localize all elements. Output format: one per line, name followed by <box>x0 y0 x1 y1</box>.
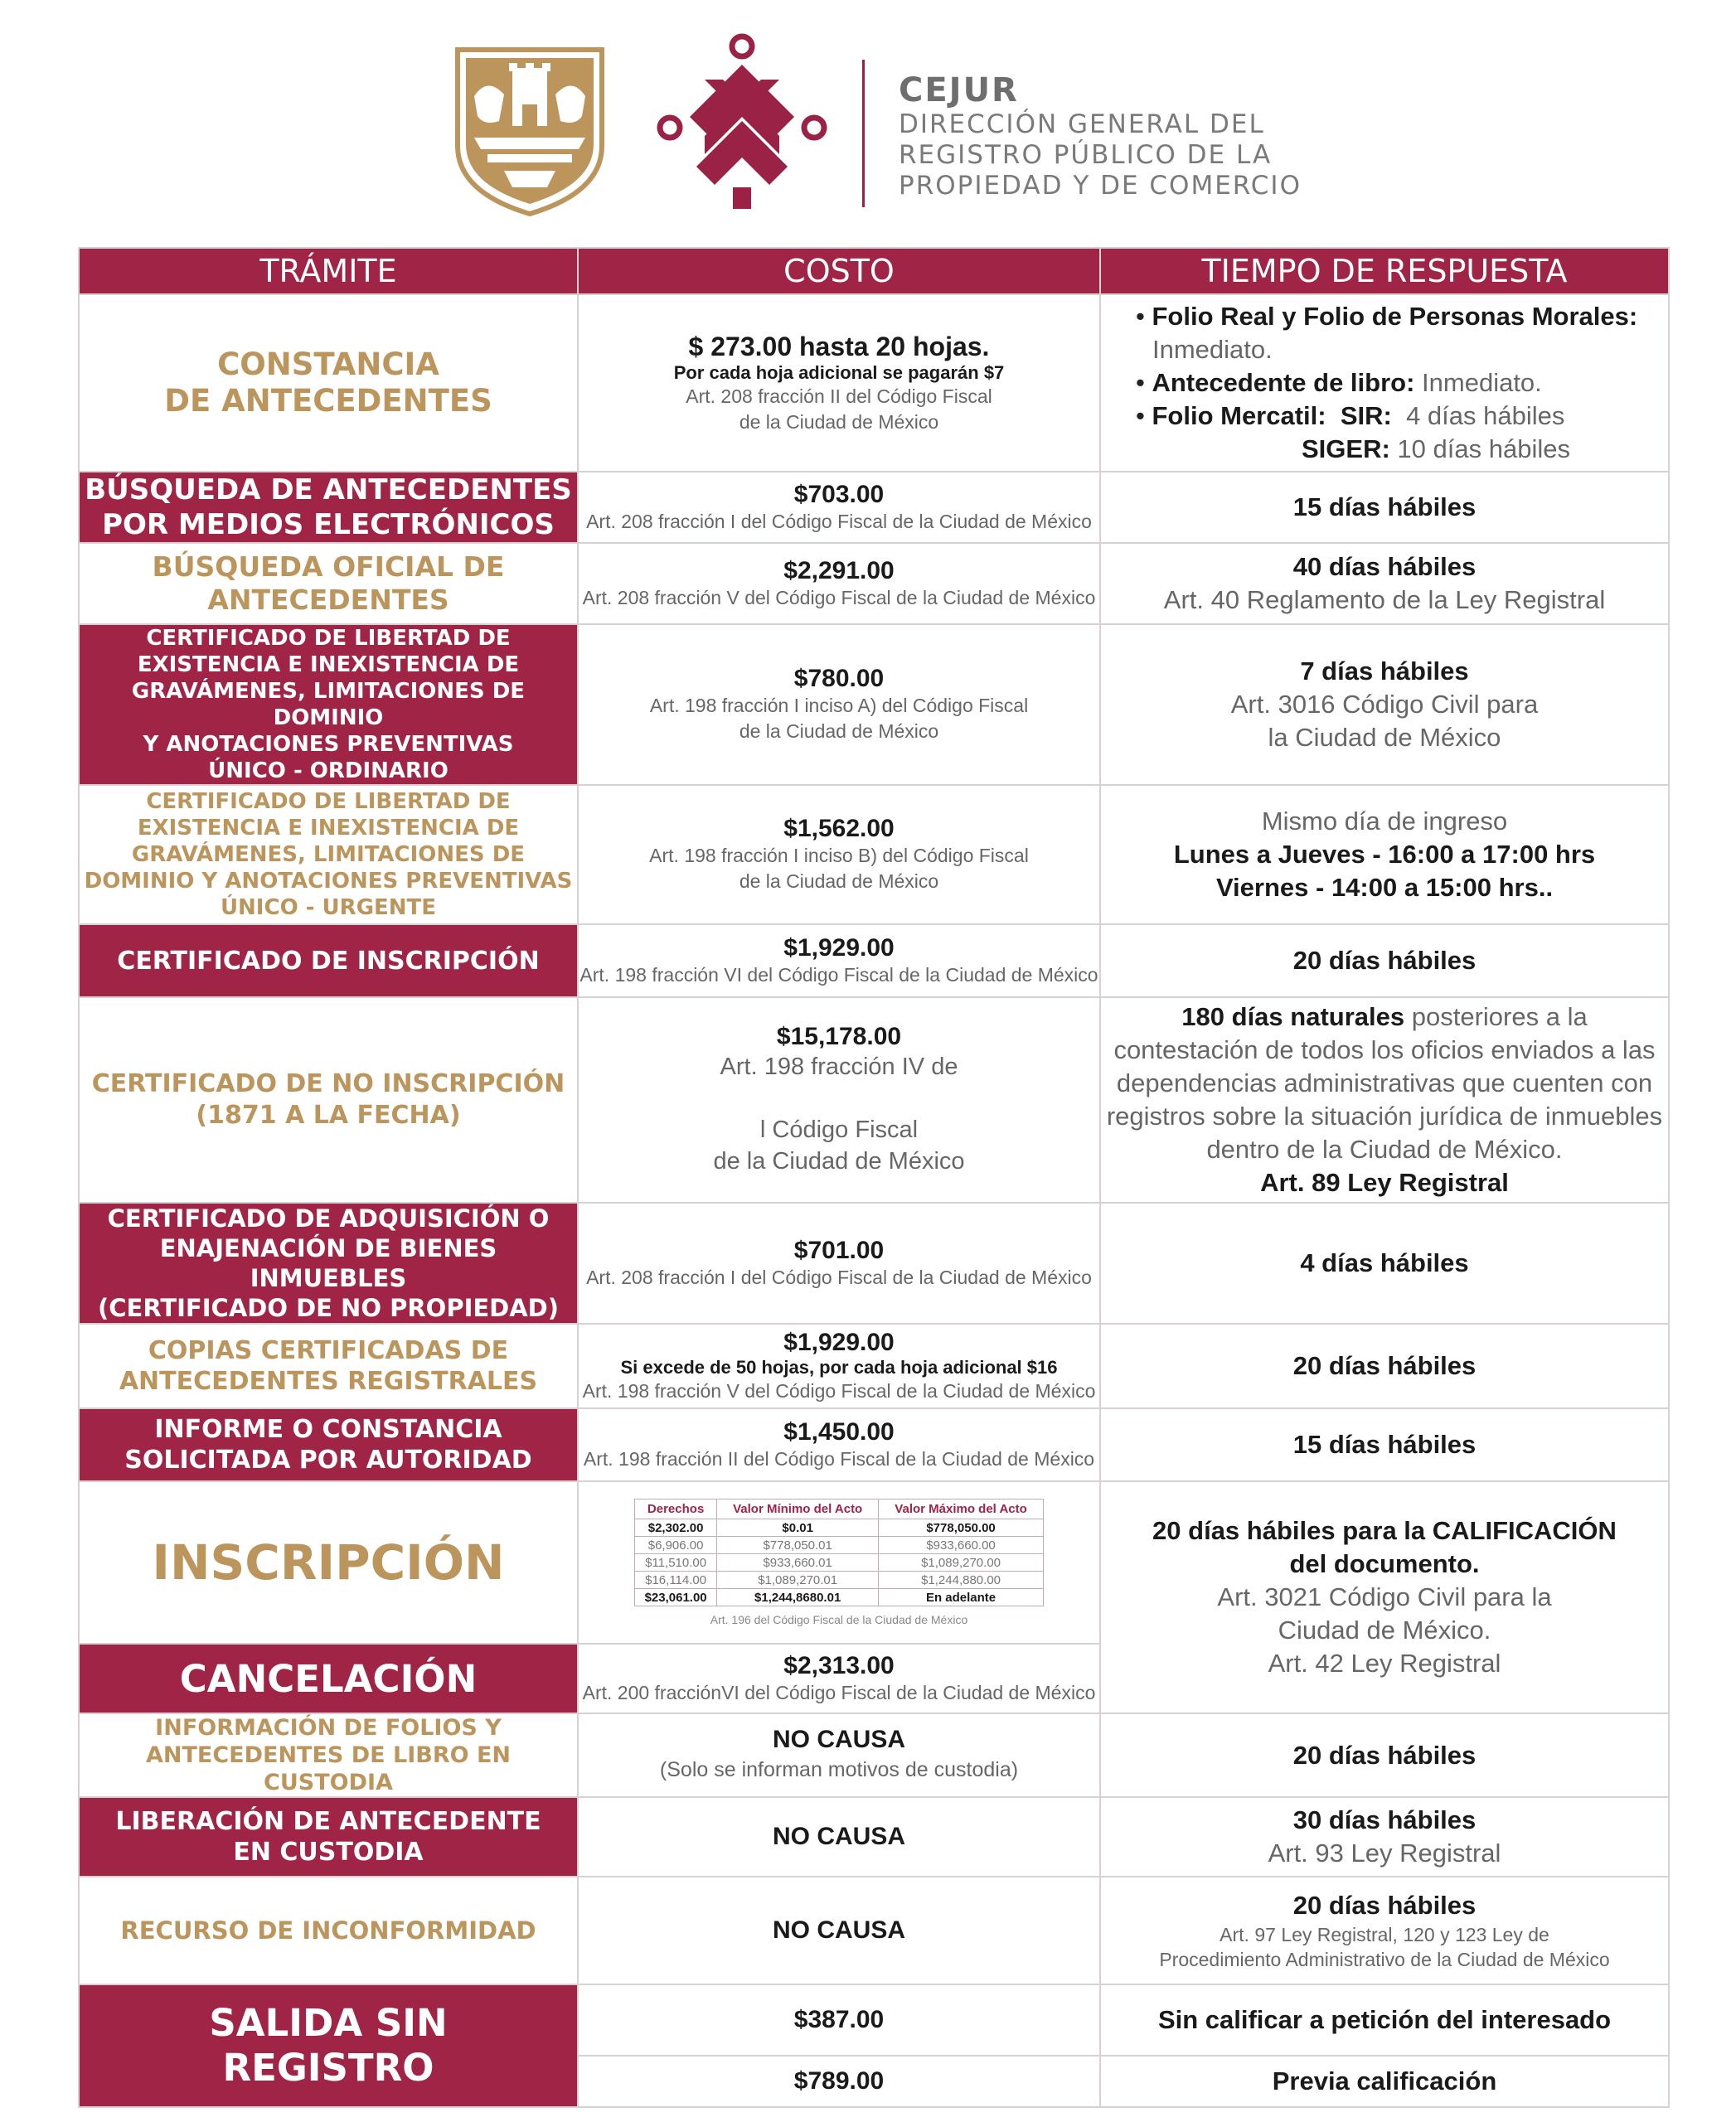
law-ref: de la Ciudad de México <box>739 870 939 892</box>
response-cell <box>1100 543 1669 624</box>
response-text: Art. 3016 Código Civil para <box>1230 690 1539 719</box>
tramite-cell: COPIAS CERTIFICADAS DE ANTECEDENTES REGISTRALES <box>79 1324 578 1408</box>
mini-header: Valor Máximo del Acto <box>879 1499 1044 1519</box>
price: NO CAUSA <box>772 1823 905 1850</box>
response-text: registros sobre la situación jurídica de inmuebles <box>1106 1102 1663 1131</box>
mini-row: $23,061.00 $1,244,8680.01 En adelante <box>635 1589 1044 1606</box>
tramite-cell: CERTIFICADO DE LIBERTAD DE EXISTENCIA E INEXISTENCIA DE GRAVÁMENES, LIMITACIONES DE DOMINIO Y ANOTACIONES PREVENTIVAS ÚNICO - URGENTE <box>79 785 578 924</box>
price: $ 273.00 hasta 20 hojas. <box>688 331 990 361</box>
cdmx-logo-icon <box>655 30 829 212</box>
response-text: Mismo día de ingreso <box>1261 807 1508 836</box>
table-row <box>79 785 1669 924</box>
response-cell <box>1100 1481 1669 1713</box>
tramite-cell: CERTIFICADO DE LIBERTAD DE EXISTENCIA E INEXISTENCIA DE GRAVÁMENES, LIMITACIONES DE DOMINIO Y ANOTACIONES PREVENTIVAS ÚNICO - ORDINARIO <box>79 624 578 785</box>
cost-cell <box>578 1203 1100 1324</box>
tramite-cell: INFORMACIÓN DE FOLIOS Y ANTECEDENTES DE LIBRO EN CUSTODIA <box>79 1713 578 1797</box>
response-text: 4 días hábiles <box>1300 1248 1469 1277</box>
tramite-cell: BÚSQUEDA OFICIAL DE ANTECEDENTES <box>79 543 578 624</box>
law-ref: de la Ciudad de México <box>739 410 939 433</box>
law-ref: Art. 208 fracción II del Código Fiscal <box>686 385 992 407</box>
law-ref: Art. 198 fracción I inciso B) del Código Fiscal <box>649 845 1029 866</box>
mini-caption: Art. 196 del Código Fiscal de la Ciudad de México <box>710 1613 968 1626</box>
tramite-cell: CANCELACIÓN <box>79 1644 578 1713</box>
price: NO CAUSA <box>772 1725 905 1753</box>
price: $703.00 <box>793 480 885 508</box>
table-row <box>79 1408 1669 1481</box>
law-ref: l Código Fiscal <box>759 1117 919 1143</box>
tramite-cell: RECURSO DE INCONFORMIDAD <box>79 1877 578 1984</box>
response-text: 20 días hábiles <box>1292 946 1477 975</box>
org-line-3: PROPIEDAD Y DE COMERCIO <box>899 171 1302 201</box>
response-text: Ciudad de México. <box>1278 1616 1491 1645</box>
table-row <box>79 1984 1669 2056</box>
response-bullet: • Folio Real y Folio de Personas Morales: <box>1136 302 1638 331</box>
law-ref: Art. 208 fracción V del Código Fiscal de la Ciudad de México <box>582 586 1096 608</box>
response-text: Inmediato. <box>1152 335 1273 364</box>
tramite-cell: CERTIFICADO DE INSCRIPCIÓN <box>79 924 578 997</box>
header-tiempo: TIEMPO DE RESPUESTA <box>1100 248 1669 294</box>
response-text: 7 días hábiles <box>1300 656 1469 686</box>
response-text: 20 días hábiles <box>1292 1891 1477 1920</box>
cost-cell <box>578 1877 1100 1984</box>
response-text: Art. 40 Reglamento de la Ley Registral <box>1163 585 1606 614</box>
law-ref: Art. 198 fracción V del Código Fiscal de la Ciudad de México <box>582 1379 1096 1402</box>
cost-note: Por cada hoja adicional se pagarán $7 <box>673 361 1005 383</box>
response-text: Procedimiento Administrativo de la Ciudad de México <box>1159 1949 1610 1970</box>
mini-row: $16,114.00 $1,089,270.01 $1,244,880.00 <box>635 1572 1044 1589</box>
org-line-1: DIRECCIÓN GENERAL DEL <box>899 109 1265 139</box>
mini-header: Valor Mínimo del Acto <box>717 1499 879 1519</box>
cost-cell <box>578 1408 1100 1481</box>
mini-row: $11,510.00 $933,660.01 $1,089,270.00 <box>635 1554 1044 1572</box>
law-ref: Art. 198 fracción I inciso A) del Código Fiscal <box>649 695 1029 716</box>
header <box>0 0 1736 240</box>
tramite-cell: LIBERACIÓN DE ANTECEDENTE EN CUSTODIA <box>79 1797 578 1877</box>
org-name <box>899 71 1302 201</box>
response-cell <box>1100 472 1669 543</box>
cost-cell <box>578 294 1100 472</box>
response-text: la Ciudad de México <box>1268 723 1501 752</box>
cost-cell <box>578 2056 1100 2107</box>
response-cell <box>1100 1324 1669 1408</box>
response-text: 180 días naturales posteriores a la <box>1181 1002 1588 1031</box>
cost-cell <box>578 1481 1100 1644</box>
table-header-row <box>79 248 1669 294</box>
cost-cell <box>578 1644 1100 1713</box>
table-row <box>79 1203 1669 1324</box>
response-cell <box>1100 624 1669 785</box>
mini-row: $2,302.00 $0.01 $778,050.00 <box>635 1519 1044 1537</box>
response-cell <box>1100 1713 1669 1797</box>
response-text: SIGER: 10 días hábiles <box>1302 434 1570 463</box>
response-text: Viernes - 14:00 a 15:00 hrs.. <box>1215 873 1554 902</box>
fees-table <box>78 247 1670 2108</box>
header-divider <box>862 60 865 207</box>
table-row <box>79 543 1669 624</box>
tramite-cell: INSCRIPCIÓN <box>79 1481 578 1644</box>
cost-cell <box>578 1984 1100 2056</box>
response-text: Art. 42 Ley Registral <box>1268 1649 1501 1678</box>
law-ref: Art. 198 fracción VI del Código Fiscal de la Ciudad de México <box>579 963 1098 986</box>
price: $387.00 <box>793 2006 885 2033</box>
response-text: 15 días hábiles <box>1292 1430 1477 1459</box>
response-cell <box>1100 1984 1669 2056</box>
response-text: 20 días hábiles <box>1292 1351 1477 1380</box>
response-cell <box>1100 997 1669 1203</box>
header-costo: COSTO <box>578 248 1100 294</box>
cost-cell <box>578 472 1100 543</box>
cdmx-shield-icon <box>454 46 605 217</box>
response-cell <box>1100 1408 1669 1481</box>
cost-cell <box>578 997 1100 1203</box>
price: $1,929.00 <box>783 1328 895 1356</box>
price: $1,450.00 <box>783 1417 895 1446</box>
table-row <box>79 1797 1669 1877</box>
response-text: dependencias administrativas que cuenten con <box>1116 1068 1653 1097</box>
table-row <box>79 1877 1669 1984</box>
tramite-cell: CERTIFICADO DE ADQUISICIÓN O ENAJENACIÓN DE BIENES INMUEBLES (CERTIFICADO DE NO PROPIEDAD) <box>79 1203 578 1324</box>
tramite-cell: INFORME O CONSTANCIA SOLICITADA POR AUTORIDAD <box>79 1408 578 1481</box>
response-text: Lunes a Jueves - 16:00 a 17:00 hrs <box>1173 840 1596 869</box>
price: $789.00 <box>793 2067 885 2095</box>
price: $1,562.00 <box>783 815 895 842</box>
table-row <box>79 997 1669 1203</box>
law-ref: de la Ciudad de México <box>739 720 939 742</box>
price: NO CAUSA <box>772 1916 905 1944</box>
law-ref: de la Ciudad de México <box>713 1148 965 1175</box>
response-text: dentro de la Ciudad de México. <box>1206 1135 1563 1164</box>
tramite-line: CONSTANCIA <box>217 346 439 382</box>
response-text: 15 días hábiles <box>1292 492 1477 521</box>
cost-cell <box>578 624 1100 785</box>
price: $1,929.00 <box>783 933 895 962</box>
cost-cell <box>578 1324 1100 1408</box>
price: $15,178.00 <box>776 1023 902 1050</box>
cost-note: Si excede de 50 hojas, por cada hoja adicional $16 <box>620 1356 1058 1378</box>
price: $2,291.00 <box>783 556 895 584</box>
tramite-cell: BÚSQUEDA DE ANTECEDENTES POR MEDIOS ELECTRÓNICOS <box>79 472 578 543</box>
mini-row: $6,906.00 $778,050.01 $933,660.00 <box>635 1537 1044 1554</box>
response-text: 30 días hábiles <box>1292 1805 1477 1834</box>
law-ref: Art. 198 fracción IV de <box>720 1054 958 1080</box>
law-ref: Art. 208 fracción I del Código Fiscal de la Ciudad de México <box>586 1266 1092 1288</box>
derechos-table <box>634 1499 1044 1606</box>
org-line-2: REGISTRO PÚBLICO DE LA <box>899 140 1273 170</box>
table-row <box>79 1481 1669 1644</box>
price: $701.00 <box>793 1236 885 1264</box>
response-text: contestación de todos los oficios enviados a las <box>1113 1035 1656 1064</box>
response-cell <box>1100 1203 1669 1324</box>
price: $780.00 <box>793 665 885 692</box>
response-text: 40 días hábiles <box>1292 552 1477 581</box>
table-row <box>79 924 1669 997</box>
response-bullet: • Folio Mercatil: SIR: 4 días hábiles <box>1136 401 1565 430</box>
table-row <box>79 1713 1669 1797</box>
law-ref: Art. 198 fracción II del Código Fiscal de la Ciudad de México <box>583 1447 1095 1470</box>
table-row <box>79 472 1669 543</box>
law-ref <box>579 1083 1099 1114</box>
response-text: Art. 3021 Código Civil para la <box>1217 1582 1552 1611</box>
response-text: 20 días hábiles <box>1292 1740 1477 1770</box>
cost-cell <box>578 785 1100 924</box>
response-text: Art. 89 Ley Registral <box>1260 1168 1509 1197</box>
law-ref: (Solo se informan motivos de custodia) <box>659 1757 1019 1781</box>
price: $2,313.00 <box>783 1651 895 1679</box>
law-ref: Art. 208 fracción I del Código Fiscal de la Ciudad de México <box>586 510 1092 532</box>
response-cell <box>1100 924 1669 997</box>
response-cell <box>1100 785 1669 924</box>
mini-header: Derechos <box>635 1499 717 1519</box>
table-row <box>79 1324 1669 1408</box>
response-cell <box>1100 1797 1669 1877</box>
response-text: del documento. <box>1289 1549 1480 1578</box>
cost-cell <box>578 543 1100 624</box>
cost-cell <box>578 1713 1100 1797</box>
response-cell <box>1100 2056 1669 2107</box>
response-bullet: • Antecedente de libro: Inmediato. <box>1136 368 1542 397</box>
response-cell <box>1100 1877 1669 1984</box>
tramite-cell: SALIDA SIN REGISTRO <box>79 1984 578 2107</box>
org-short: CEJUR <box>899 71 1019 109</box>
response-cell <box>1100 294 1669 472</box>
response-text: Sin calificar a petición del interesado <box>1157 2005 1612 2034</box>
cost-cell <box>578 924 1100 997</box>
table-row <box>79 624 1669 785</box>
response-text: 20 días hábiles para la CALIFICACIÓN <box>1152 1516 1617 1545</box>
tramite-line: DE ANTECEDENTES <box>164 383 492 419</box>
table-row <box>79 294 1669 472</box>
response-text: Art. 93 Ley Registral <box>1268 1839 1501 1868</box>
tramite-cell: CERTIFICADO DE NO INSCRIPCIÓN (1871 A LA FECHA) <box>79 997 578 1203</box>
law-ref: Art. 200 fracciónVI del Código Fiscal de la Ciudad de México <box>582 1681 1096 1703</box>
header-tramite: TRÁMITE <box>79 248 578 294</box>
response-text: Art. 97 Ley Registral, 120 y 123 Ley de <box>1220 1924 1549 1945</box>
cost-cell <box>578 1797 1100 1877</box>
response-text: Previa calificación <box>1272 2066 1497 2095</box>
tramite-cell <box>79 294 578 472</box>
